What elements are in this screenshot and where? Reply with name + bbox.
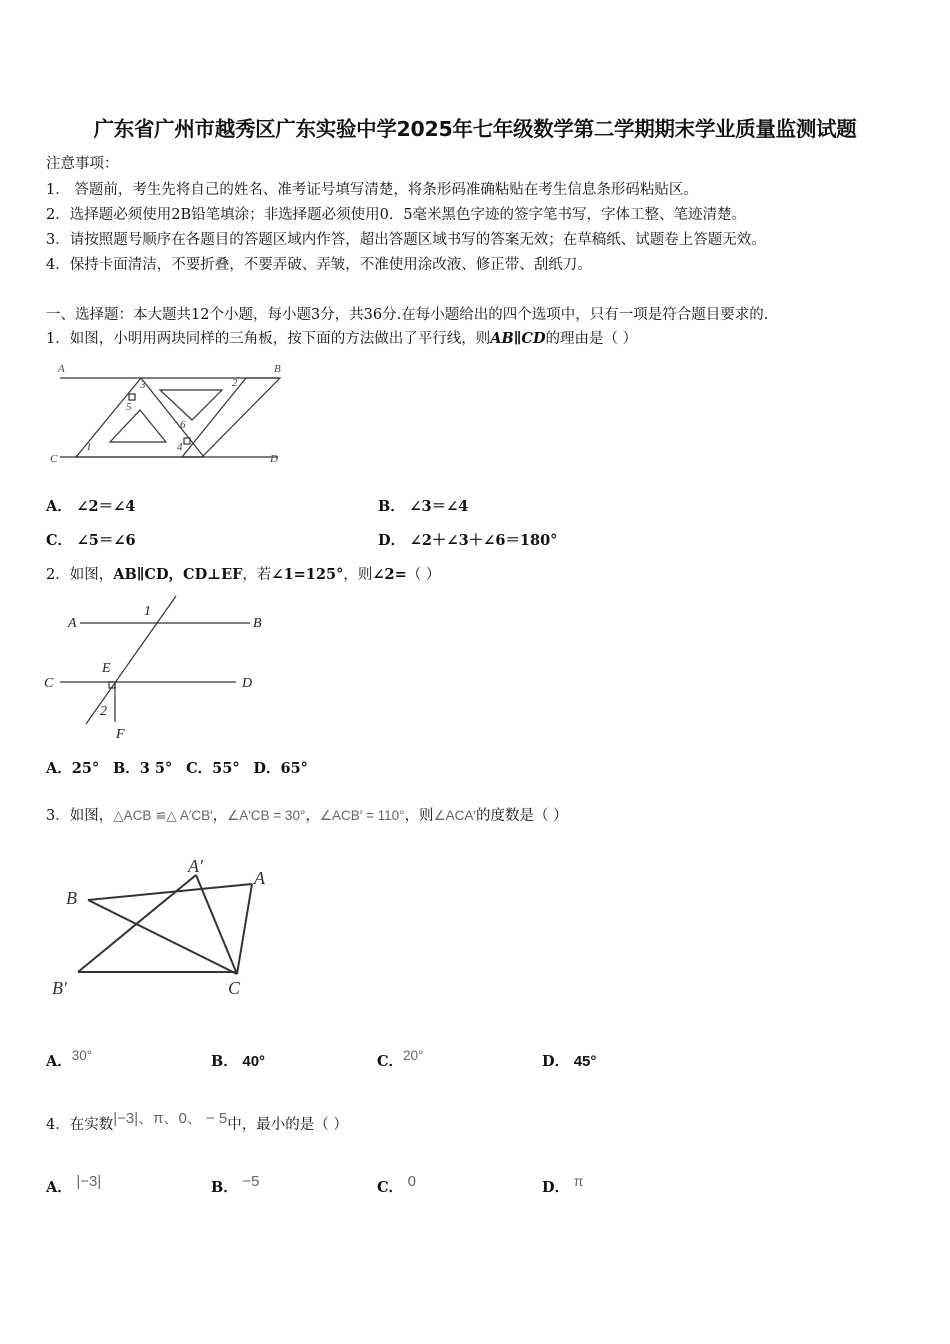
q2-options [46,757,308,778]
angle-3: 3 [140,379,146,391]
label-b: B [66,888,77,908]
label-a: A [68,616,77,631]
q4-option-a[interactable]: A． |−3| [46,1173,102,1196]
label-c: C [228,978,241,998]
label-d: D [242,676,253,691]
q2-option-d[interactable]: D．65° [253,760,308,777]
angle-2: 2 [100,704,107,719]
label-a: A [58,363,65,375]
q3-option-d[interactable]: D． 45° [542,1053,597,1070]
notice-item: 3．请按照题号顺序在各题目的答题区域内作答，超出答题区域书写的答案无效；在草稿纸、试题卷上答题无效。 [46,232,766,248]
notice-item: 2．选择题必须使用2B铅笔填涂；非选择题必须使用0．5毫米黑色字迹的签字笔书写，字体工整、笔迹清楚。 [46,207,747,223]
q3-option-b[interactable]: B． 40° [211,1053,266,1070]
angle-5: 5 [126,401,132,413]
q2-figure [40,590,280,745]
q1-option-c[interactable]: C． ∠5＝∠6 [46,532,136,549]
label-d: D [270,453,278,465]
label-e: E [102,661,111,676]
q4-option-d[interactable]: D． π [542,1173,584,1196]
label-a-prime: A′ [188,856,203,876]
notice-item: 1． 答题前，考生先将自己的姓名、准考证号填写清楚，将条形码准确粘贴在考生信息条形码粘贴区。 [46,182,698,198]
q3-option-c[interactable]: C．20° [377,1048,424,1070]
q3-option-a[interactable]: A．30° [46,1048,93,1070]
q1-text-end: 的理由是（ ） [545,331,638,347]
q1-option-b[interactable]: B． ∠3＝∠4 [378,498,469,515]
q2-option-a[interactable]: A．25° [46,760,100,777]
label-a: A [254,868,265,888]
question-1-stem [46,327,637,348]
q2-option-c[interactable]: C．55° [186,760,240,777]
angle-4: 4 [177,441,183,453]
notice-heading: 注意事项： [46,156,119,172]
q3-figure [44,848,284,1003]
label-c: C [50,453,58,465]
triangle-ruler-right-inner [160,390,222,420]
question-3-stem: 3．如图，△ACB ≌△ A′CB′，∠A′CB = 30°，∠ACB′ = 110°，则∠ACA′的度数是（ ） [46,808,568,824]
q4-option-b[interactable]: B． −5 [211,1173,260,1196]
q4-option-c[interactable]: C． 0 [377,1173,416,1196]
angle-1: 1 [144,604,151,619]
label-b: B [274,363,281,375]
question-2-stem: 2．如图，AB∥CD，CD⊥EF，若∠1=125°，则∠2=（ ） [46,566,441,583]
label-b: B [253,616,262,631]
question-4-stem: 4．在实数|−3|、π、0、 − 5中，最小的是（ ） [46,1110,348,1133]
label-c: C [44,676,54,691]
q1-option-a[interactable]: A． ∠2＝∠4 [46,498,136,515]
label-f: F [116,727,125,742]
angle-1: 1 [86,441,92,453]
q2-option-b[interactable]: B．3 5° [113,760,173,777]
triangle-ruler-left-inner [110,410,166,442]
q1-math: AB∥CD [490,330,546,347]
notice-item: 4．保持卡面清洁，不要折叠，不要弄破、弄皱，不准使用涂改液、修正带、刮纸刀。 [46,257,592,273]
label-b-prime: B′ [52,978,67,998]
page-title: 广东省广州市越秀区广东实验中学2025年七年级数学第二学期期末学业质量监测试题 [93,117,857,141]
q1-text: 1．如图，小明用两块同样的三角板，按下面的方法做出了平行线，则 [46,331,491,347]
q1-option-d[interactable]: D． ∠2＋∠3＋∠6＝180° [378,532,558,549]
angle-2: 2 [232,377,238,389]
angle-6: 6 [180,419,186,431]
section-header: 一、选择题：本大题共12个小题，每小题3分，共36分.在每小题给出的四个选项中，只有一项是符合题目要求的. [46,307,769,323]
q1-figure [46,358,296,468]
